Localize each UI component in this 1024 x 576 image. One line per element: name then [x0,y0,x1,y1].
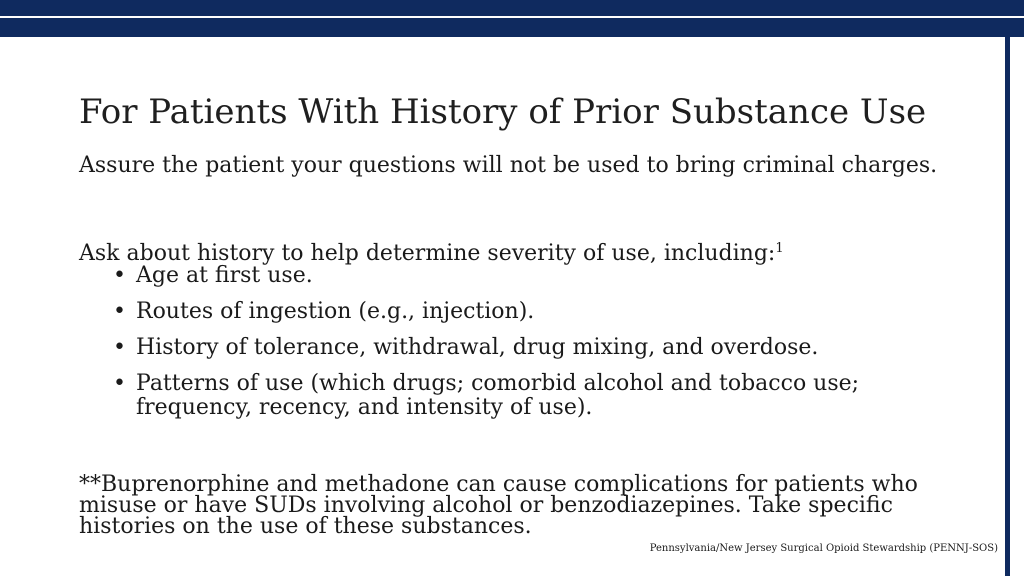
bullet-text: Age at first use. [136,263,313,288]
bullet-icon: • [113,335,126,360]
bullet-text: Routes of ingestion (e.g., injection). [136,299,535,324]
bullet-icon: • [113,299,126,324]
footer-source: Pennsylvania/New Jersey Surgical Opioid Stewardship (PENNJ-SOS) [649,543,998,554]
bullet-item [113,336,943,360]
bullet-item [113,300,943,324]
bullet-icon: • [113,263,126,288]
bullet-item [113,372,943,420]
bullet-text: Patterns of use (which drugs; comorbid alcohol and tobacco use; frequency, recency, and intensity of use). [136,371,860,420]
warning-note: **Buprenorphine and methadone can cause complications for patients who misuse or have SUDs involving alcohol or benzodiazepines. Take specific histories on the use of these substances. [79,472,918,539]
header-bar [0,0,1024,37]
bullet-text: History of tolerance, withdrawal, drug mixing, and overdose. [136,335,819,360]
bullet-icon: • [113,371,126,396]
header-divider-line [0,16,1024,18]
right-accent-bar [1005,37,1010,576]
history-bullet-list [113,264,943,432]
slide-title: For Patients With History of Prior Substance Use [79,92,927,132]
intro-paragraph: Assure the patient your questions will not be used to bring criminal charges. [79,153,938,178]
citation-superscript: 1 [775,241,784,256]
history-paragraph-text: Ask about history to help determine severity of use, including: [79,241,776,266]
bullet-item [113,264,943,288]
